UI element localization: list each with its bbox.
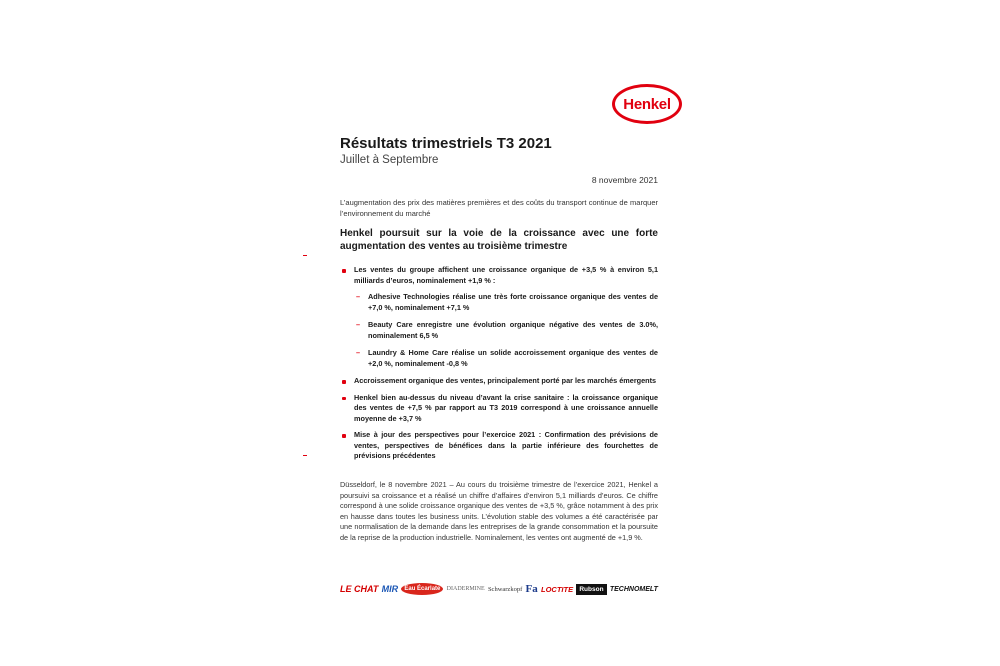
- margin-mark-bottom: [303, 455, 307, 456]
- bullet-item: Henkel bien au-dessus du niveau d’avant la crise sanitaire : la croissance organique des ventes de +7,5 % par rapport au T3 2019 correspond à une croissance annuelle moyenne de +3,7 %: [340, 393, 658, 425]
- publication-date: 8 novembre 2021: [591, 175, 658, 185]
- brand-logo-fa: Fa: [525, 583, 538, 595]
- bullet-item: Mise à jour des perspectives pour l’exercice 2021 : Confirmation des prévisions de ventes, perspectives de bénéfices dans la partie inférieure des fourchettes de prévisions précédentes: [340, 430, 658, 462]
- margin-mark-top: [303, 255, 307, 256]
- brand-logo-le-chat: LE CHAT: [340, 584, 379, 594]
- henkel-logo: [612, 84, 682, 124]
- brand-logo-loctite: LOCTITE: [541, 584, 574, 594]
- brand-logo-rubson: Rubson: [576, 584, 606, 595]
- sub-bullet-item: – Beauty Care enregistre une évolution organique négative des ventes de 3.0%, nominalement 6,5 %: [340, 320, 658, 341]
- headline: Henkel poursuit sur la voie de la croissance avec une forte augmentation des ventes au troisième trimestre: [340, 228, 658, 252]
- brand-logo-strip: [340, 576, 658, 602]
- brand-logo-mir: MIR: [381, 584, 399, 594]
- bullet-item: Accroissement organique des ventes, principalement porté par les marchés émergents: [340, 376, 658, 387]
- brand-logo-eau-ecarlate: Eau Écarlate: [401, 583, 443, 595]
- logo-text: Henkel: [623, 95, 671, 113]
- sub-bullet-item: – Laundry & Home Care réalise un solide accroissement organique des ventes de +2,0 %, nominalement -0,8 %: [340, 348, 658, 369]
- body-paragraph: Düsseldorf, le 8 novembre 2021 – Au cours du troisième trimestre de l’exercice 2021, Henkel a poursuivi sa croissance et a réalisé un chiffre d’affaires d’environ 5,1 milliards d’euros. Ce chiffre correspond à une solide croissance organique des ventes de +3,5 %, grâce notamment à des prix en hausse dans toutes les business units. L’évolution stable des volumes a été caractérisée par une normalisation de la demande dans les entreprises de la grande consommation et la poursuite de la reprise de la production industrielle. Nominalement, les ventes ont augmenté de +1,9 %.: [340, 480, 658, 542]
- sub-bullet-item: – Adhesive Technologies réalise une très forte croissance organique des ventes de +7,0 %, nominalement +7,1 %: [340, 292, 658, 313]
- page-title: Résultats trimestriels T3 2021: [340, 135, 552, 152]
- key-points-list: [340, 265, 658, 468]
- bullet-item: Les ventes du groupe affichent une croissance organique de +3,5 % à environ 5,1 milliards d’euros, nominalement +1,9 % :: [340, 265, 658, 286]
- brand-logo-schwarzkopf: Schwarzkopf: [487, 585, 523, 593]
- intro-text: L’augmentation des prix des matières premières et des coûts du transport continue de marquer l’environnement du marché: [340, 198, 658, 218]
- brand-logo-diadermine: DIADERMINE: [446, 586, 485, 592]
- brand-logo-technomelt: TECHNOMELT: [609, 585, 658, 593]
- page-subtitle: Juillet à Septembre: [340, 154, 439, 166]
